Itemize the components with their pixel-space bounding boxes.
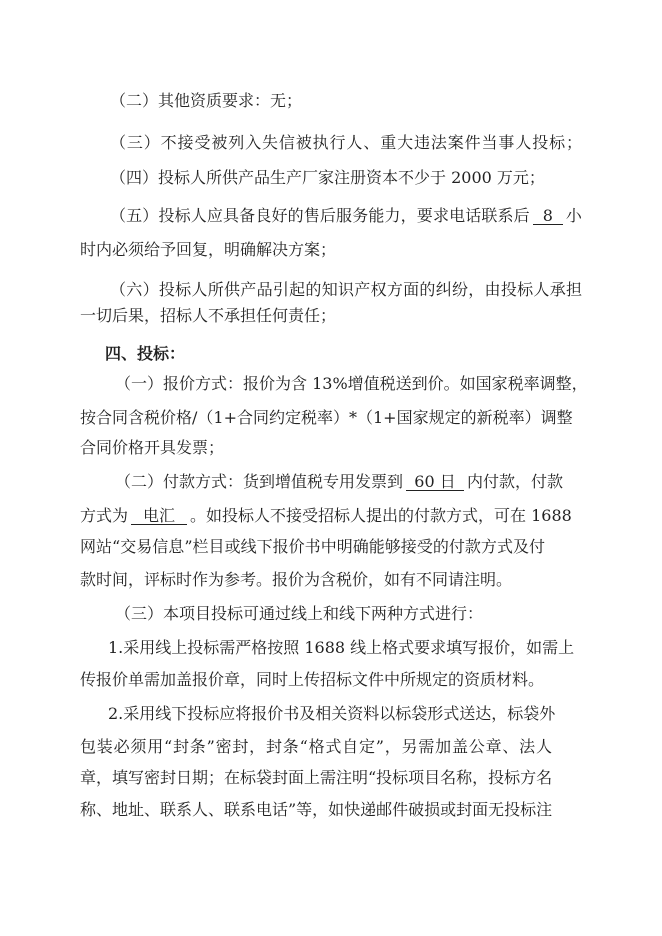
text-segment: 方式为 (80, 506, 129, 525)
text-segment: 时内必须给予回复，明确解决方案； (80, 240, 337, 259)
text-line (80, 737, 553, 757)
text-segment: （一）报价方式：报价为含 13%增值税送到价。如国家税率调整， (115, 374, 588, 393)
text-segment: （三）本项目投标可通过线上和线下两种方式进行： (115, 604, 484, 623)
text-line (80, 537, 545, 557)
text-segment: 。如投标人不接受招标人提出的付款方式，可在 1688 (190, 506, 572, 525)
text-line (80, 800, 552, 820)
text-segment: 传报价单需加盖报价章，同时上传招标文件中所规定的资质材料。 (80, 670, 545, 689)
text-line (80, 438, 224, 458)
text-line (80, 768, 552, 788)
text-segment: 称、地址、联系人、联系电话”等，如快递邮件破损或封面无投标注 (80, 800, 553, 819)
text-line (80, 306, 336, 326)
text-line (80, 506, 572, 526)
section-heading (105, 344, 185, 364)
filled-blank: 电汇 (131, 507, 187, 525)
text-line (110, 91, 302, 111)
text-segment: （二）付款方式：货到增值税专用发票到 (115, 472, 404, 491)
text-segment: 网站“交易信息”栏目或线下报价书中明确能够接受的付款方式及付 (80, 537, 546, 556)
text-line (80, 670, 544, 690)
text-line (115, 374, 588, 394)
text-segment: 包装必须用“封条”密封，封条“格式自定”，另需加盖公章、法人 (80, 737, 553, 756)
text-segment: 合同价格开具发票； (80, 438, 225, 457)
filled-blank: 60 日 (406, 473, 464, 491)
text-line (108, 704, 555, 724)
text-line (110, 168, 545, 188)
text-line (115, 472, 563, 492)
text-line (80, 408, 573, 428)
text-segment: （三）不接受被列入失信被执行人、重大违法案件当事人投标； (110, 133, 583, 152)
text-line (115, 604, 483, 624)
text-segment: 按合同含税价格/（1+合同约定税率）*（1+国家规定的新税率）调整 (80, 408, 573, 427)
text-segment: 小 (565, 206, 582, 225)
text-line (80, 570, 512, 590)
text-line (80, 240, 336, 260)
text-segment: 1.采用线上投标需严格按照 1688 线上格式要求填写报价，如需上 (108, 638, 575, 657)
text-segment: （四）投标人所供产品生产厂家注册资本不少于 2000 万元； (110, 168, 545, 187)
text-line (110, 206, 582, 226)
text-line (108, 638, 574, 658)
text-segment: 款时间，评标时作为参考。报价为含税价，如有不同请注明。 (80, 570, 513, 589)
text-segment: 2.采用线下投标应将报价书及相关资料以标袋形式送达，标袋外 (108, 704, 556, 723)
text-segment: （二）其他资质要求：无； (110, 91, 303, 110)
text-segment: 四、投标： (105, 344, 186, 363)
text-line (110, 133, 583, 153)
filled-blank: 8 (533, 207, 563, 225)
text-segment: （五）投标人应具备良好的售后服务能力，要求电话联系后 (110, 206, 530, 225)
text-segment: 章，填写密封日期；在标袋封面上需注明“投标项目名称，投标方名 (80, 768, 553, 787)
text-segment: 内付款，付款 (467, 472, 564, 491)
text-line (110, 280, 582, 300)
text-segment: （六）投标人所供产品引起的知识产权方面的纠纷，由投标人承担 (110, 280, 583, 299)
text-segment: 一切后果，招标人不承担任何责任； (80, 306, 337, 325)
